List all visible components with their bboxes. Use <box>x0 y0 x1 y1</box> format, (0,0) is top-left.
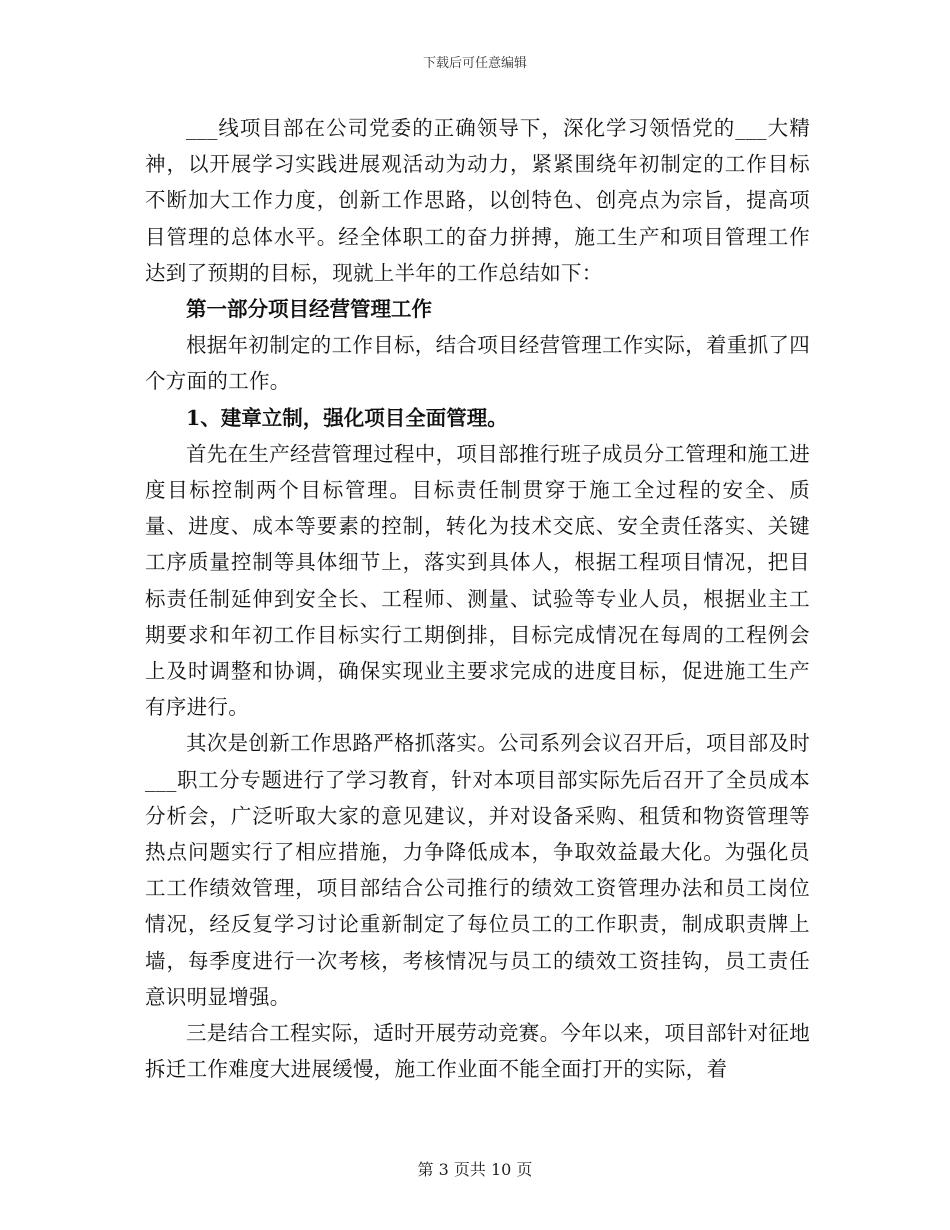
paragraph: 首先在生产经营管理过程中，项目部推行班子成员分工管理和施工进度目标控制两个目标管理。目标责任制贯穿于施工全过程的安全、质量、进度、成本等要素的控制，转化为技术交底、安全责任落实、关键工序质量控制等具体细节上，落实到具体人，根据工程项目情况，把目标责任制延伸到安全长、工程师、测量、试验等专业人员，根据业主工期要求和年初工作目标实行工期倒排，目标完成情况在每周的工程例会上及时调整和协调，确保实现业主要求完成的进度目标，促进施工生产有序进行。 <box>145 441 810 720</box>
section-heading: 第一部分项目经营管理工作 <box>186 297 432 322</box>
document-body <box>145 110 810 1087</box>
subsection-heading: 1、建章立制，强化项目全面管理。 <box>186 405 508 430</box>
paragraph: 其次是创新工作思路严格抓落实。公司系列会议召开后，项目部及时___职工分专题进行了学习教育，针对本项目部实际先后召开了全员成本分析会，广泛听取大家的意见建议，并对设备采购、租赁和物资管理等热点问题实行了相应措施，力争降低成本，争取效益最大化。为强化员工工作绩效管理，项目部结合公司推行的绩效工资管理办法和员工岗位情况，经反复学习讨论重新制定了每位员工的工作职责，制成职责牌上墙，每季度进行一次考核，考核情况与员工的绩效工资挂钩，员工责任意识明显增强。 <box>145 731 810 1009</box>
paragraph: 三是结合工程实际，适时开展劳动竞赛。今年以来，项目部针对征地拆迁工作难度大进展缓慢，施工作业面不能全面打开的实际，着 <box>145 1021 810 1082</box>
paragraph: 根据年初制定的工作目标，结合项目经营管理工作实际，着重抓了四个方面的工作。 <box>145 333 810 394</box>
page-footer: 第 3 页共 10 页 <box>417 1160 533 1179</box>
page-header: 下载后可任意编辑 <box>422 56 527 71</box>
paragraph: ___线项目部在公司党委的正确领导下，深化学习领悟党的___大精神，以开展学习实践进展观活动为动力，紧紧围绕年初制定的工作目标不断加大工作力度，创新工作思路，以创特色、创亮点为宗旨，提高项目管理的总体水平。经全体职工的奋力拼搏，施工生产和项目管理工作达到了预期的目标，现就上半年的工作总结如下： <box>145 116 810 285</box>
